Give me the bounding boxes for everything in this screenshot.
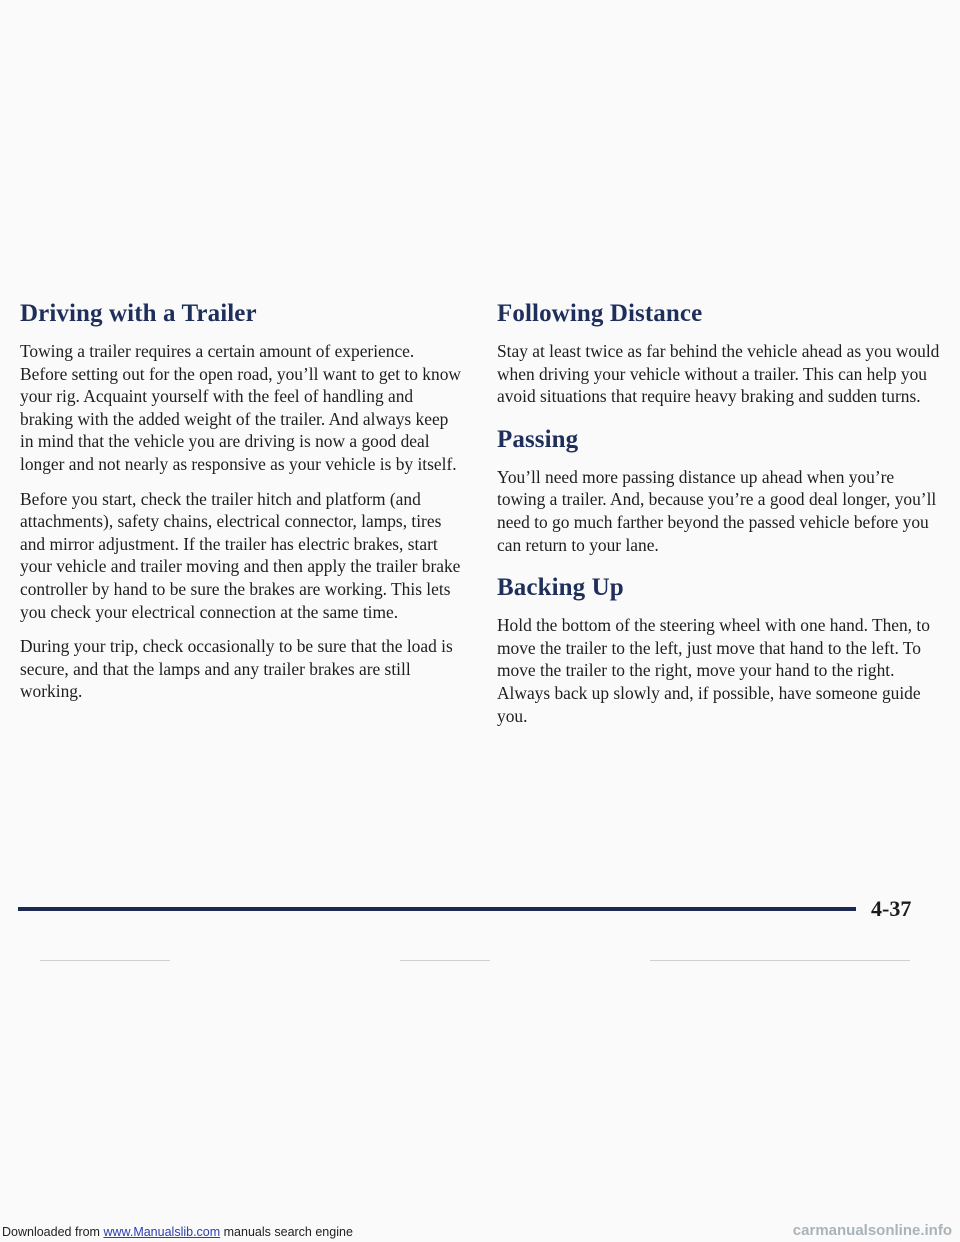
page-rule-divider bbox=[18, 907, 856, 911]
paragraph: Towing a trailer requires a certain amount of experience. Before setting out for the open road, you’ll want to get to know your rig. Acquaint yourself with the feel of handling and braking with the added weight of the trailer. And always keep in mind that the vehicle you are driving is now a good deal longer and not nearly as responsive as your vehicle is by itself. bbox=[20, 341, 461, 474]
faint-divider bbox=[40, 960, 170, 961]
faint-divider bbox=[650, 960, 910, 961]
left-column bbox=[20, 300, 465, 715]
footer-suffix: manuals search engine bbox=[220, 1225, 353, 1239]
manualslib-link[interactable]: www.Manualslib.com bbox=[103, 1225, 221, 1239]
section-heading-passing: Passing bbox=[497, 425, 579, 453]
footer-download-note bbox=[2, 1225, 353, 1239]
paragraph: Before you start, check the trailer hitch and platform (and attachments), safety chains, electrical connector, lamps, tires and mirror adjustment. If the trailer has electric brakes, start your vehicle and trailer moving and then apply the trailer brake controller by hand to be sure the brakes are working. This lets you check your electrical connection at the same time. bbox=[20, 488, 461, 622]
page-number: 4-37 bbox=[871, 896, 912, 921]
paragraph: You’ll need more passing distance up ahead when you’re towing a trailer. And, because you’re a good deal longer, you’ll need to go much farther beyond the passed vehicle before you can return to your lane. bbox=[497, 466, 937, 555]
section-heading-driving-with-trailer: Driving with a Trailer bbox=[20, 300, 257, 327]
footer-prefix: Downloaded from bbox=[2, 1225, 104, 1239]
section-heading-following-distance: Following Distance bbox=[497, 300, 703, 327]
faint-divider bbox=[400, 960, 490, 961]
paragraph: During your trip, check occasionally to be sure that the load is secure, and that the lamps and any trailer brakes are still working. bbox=[20, 636, 453, 702]
right-column bbox=[497, 300, 945, 745]
paragraph: Hold the bottom of the steering wheel with one hand. Then, to move the trailer to the left, just move that hand to the left. To move the trailer to the right, move your hand to the right. Always back up slowly and, if possible, have someone guide you. bbox=[497, 615, 930, 726]
paragraph: Stay at least twice as far behind the vehicle ahead as you would when driving your vehicle without a trailer. This can help you avoid situations that require heavy braking and sudden turns. bbox=[497, 341, 940, 407]
watermark-text: carmanualsonline.info bbox=[792, 1222, 952, 1239]
section-heading-backing-up: Backing Up bbox=[497, 574, 624, 602]
